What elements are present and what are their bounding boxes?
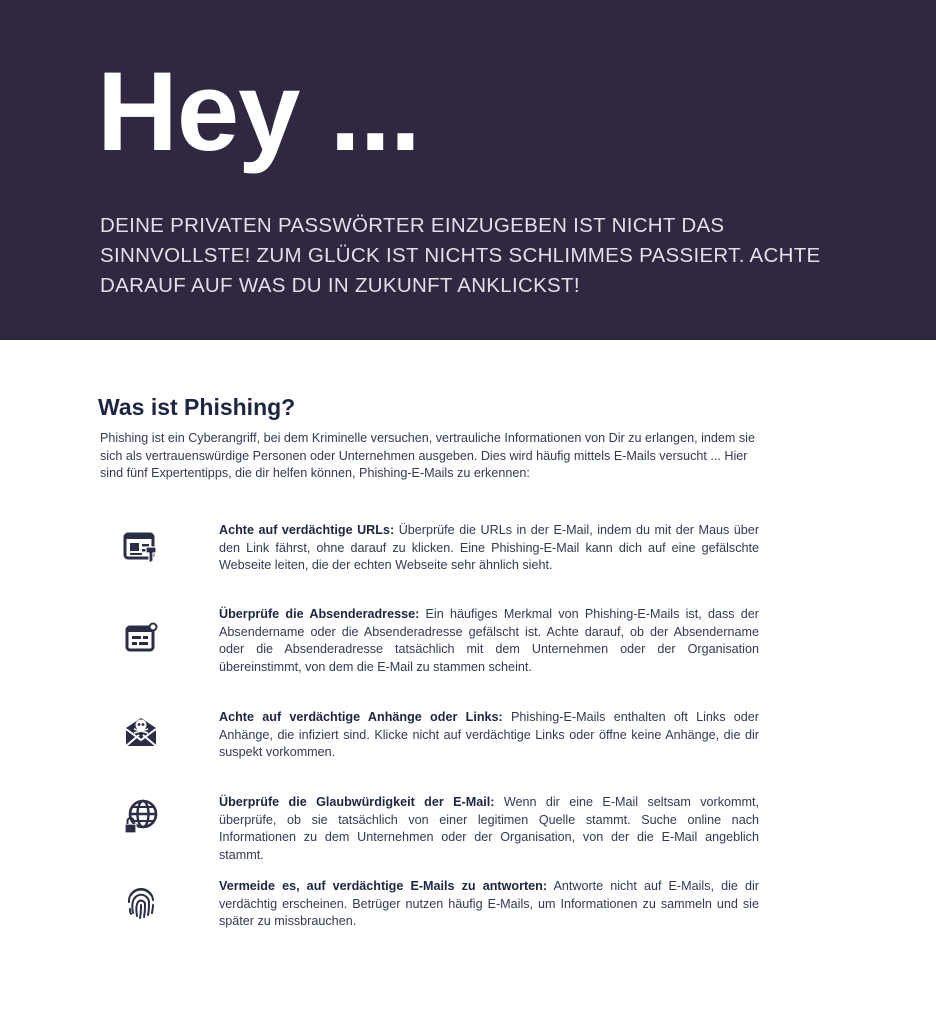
tip-description: Ein häufiges Merkmal von Phishing-E-Mails ist, dass der Absendername oder die Absenderadresse gefälscht ist. Achte darauf, ob der Absendername oder die Absenderadresse tatsächlich mit dem Unternehmen oder der Organisation übereinstimmt, von dem die E-Mail zu stammen scheint. xyxy=(219,607,759,674)
tip-title: Überprüfe die Absenderadresse: xyxy=(219,607,420,621)
tip-title: Vermeide es, auf verdächtige E-Mails zu antworten: xyxy=(219,879,548,893)
hero-title: Hey ... xyxy=(97,49,420,174)
tip-description: Phishing-E-Mails enthalten oft Links oder Anhänge, die infiziert sind. Klicke nicht auf verdächtige Links oder öffne keine Anhänge, die dir suspekt vorkommen. xyxy=(219,710,759,759)
tip-description: Wenn dir eine E-Mail seltsam vorkommt, überprüfe, ob sie tatsächlich von einer legitimen Quelle stammt. Suche online nach Informationen zu dem Unternehmen oder der Organisation, von der die E-Mail angeblich stammt. xyxy=(219,795,760,862)
globe-lock-icon xyxy=(122,798,160,836)
hero-banner xyxy=(0,0,936,340)
hero-message: DEINE PRIVATEN PASSWÖRTER EINZUGEBEN IST NICHT DAS SINNVOLLSTE! ZUM GLÜCK IST NICHTS SCHLIMMES PASSIERT. ACHTE DARAUF AUF WAS DU IN ZUKUNFT ANKLICKST! xyxy=(100,214,821,297)
tip-text xyxy=(219,794,759,864)
sender-address-icon xyxy=(122,620,160,658)
section-title: Was ist Phishing? xyxy=(98,394,296,420)
intro-paragraph: Phishing ist ein Cyberangriff, bei dem Kriminelle versuchen, vertrauliche Informationen von Dir zu erlangen, indem sie sich als vertrauenswürdige Personen oder Unternehmen ausgeben. Dies wird häufig mittels E-Mails versucht ... Hier sind fünf Expertentipps, die dir helfen können, Phishing-E-Mails zu erkennen: xyxy=(100,431,755,480)
tip-description: Überprüfe die URLs in der E-Mail, indem du mit der Maus über den Link fährst, ohne darauf zu klicken. Eine Phishing-E-Mail kann dich auf eine gefälschte Webseite leiten, die der echten Webseite sehr ähnlich sieht. xyxy=(219,523,760,572)
tip-title: Überprüfe die Glaubwürdigkeit der E-Mail: xyxy=(219,795,495,809)
tip-text xyxy=(219,606,759,676)
browser-url-icon xyxy=(122,529,160,567)
tip-text xyxy=(219,709,759,762)
tip-text xyxy=(219,522,759,575)
tip-title: Achte auf verdächtige URLs: xyxy=(219,523,395,537)
fingerprint-icon xyxy=(122,883,160,921)
skull-envelope-icon xyxy=(122,712,160,750)
tip-description: Antworte nicht auf E-Mails, die dir verdächtig erscheinen. Betrüger nutzen häufig E-Mails, um Informationen zu sammeln und sie später zu missbrauchen. xyxy=(219,879,759,928)
tip-title: Achte auf verdächtige Anhänge oder Links: xyxy=(219,710,503,724)
tip-text xyxy=(219,878,759,931)
